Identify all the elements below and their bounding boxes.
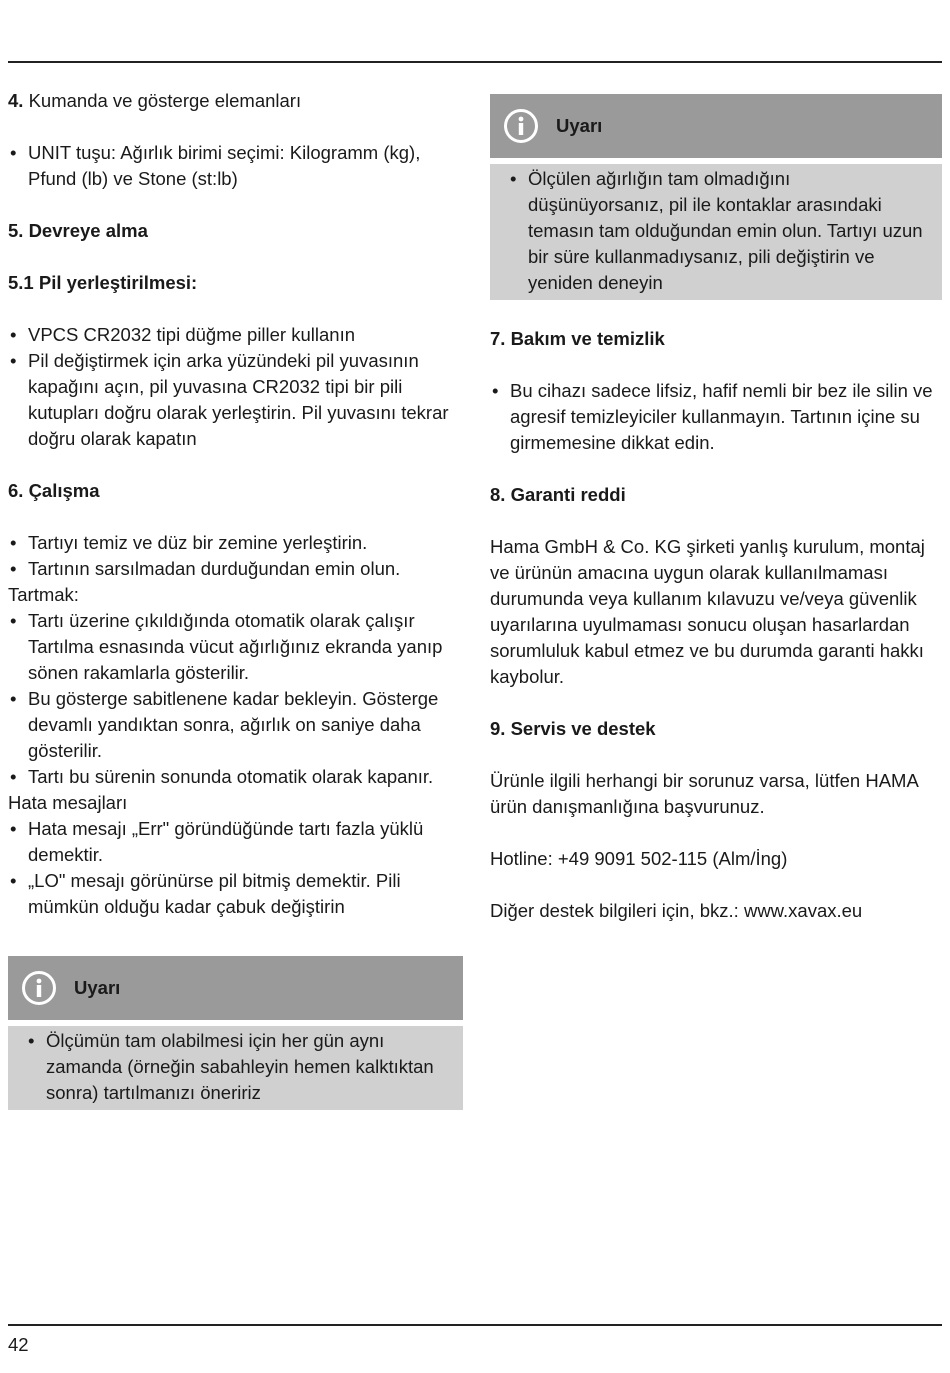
section-4-list [8,140,463,192]
section-9-heading: 9. Servis ve destek [490,718,656,739]
section-4-heading: 4. Kumanda ve gösterge elemanları [8,90,302,111]
info-icon [504,109,538,143]
section-6-list-a [8,530,463,582]
section-9-text: Ürünle ilgili herhangi bir sorunuz varsa, lütfen HAMA ürün danışmanlığına başvurunuz. [490,770,918,817]
section-7-list [490,378,942,456]
info-icon [22,971,56,1005]
section-5-1-list [8,322,463,452]
section-5-1-heading: 5.1 Pil yerleştirilmesi: [8,272,198,293]
right-column [490,94,942,924]
errors-label: Hata mesajları [8,792,128,813]
top-rule [8,61,942,63]
warning-title: Uyarı [556,115,603,136]
warning-body [8,1026,463,1110]
list-item: • Hata mesajı „Err" göründüğünde tartı fazla yüklü demektir. [8,816,463,868]
list-item: • „LO" mesajı görünürse pil bitmiş demektir. Pili mümkün olduğu kadar çabuk değiştirin [8,868,463,920]
section-5-heading: 5. Devreye alma [8,220,148,241]
section-7-heading: 7. Bakım ve temizlik [490,328,665,349]
list-item: • Bu cihazı sadece lifsiz, hafif nemli bir bez ile silin ve agresif temizleyiciler kullanmayın. Tartının içine su girmemesine dikkat edin. [490,378,942,456]
warning-title: Uyarı [74,977,121,998]
section-8-heading: 8. Garanti reddi [490,484,626,505]
list-item: • Tartıyı temiz ve düz bir zemine yerleştirin. [8,530,463,556]
list-item: • Tartı üzerine çıkıldığında otomatik olarak çalışır Tartılma esnasında vücut ağırlığınız ekranda yanıp sönen rakamlarla gösterilir. [8,608,463,686]
warning-header [490,94,942,158]
section-8-text: Hama GmbH & Co. KG şirketi yanlış kurulum, montaj ve ürünün amacına uygun olarak kullanılmaması durumunda veya kullanım kılavuzu ve/veya güvenlik uyarılarına uyulmaması sonucu oluşan hasarlardan sorumluluk kabul etmez ve bu durumda garanti hakkı kaybolur. [490,536,925,687]
bottom-rule [8,1324,942,1326]
warning-header [8,956,463,1020]
list-item: • Tartı bu sürenin sonunda otomatik olarak kapanır. [8,764,463,790]
list-item: • VPCS CR2032 tipi düğme piller kullanın [8,322,463,348]
hotline-text: Hotline: +49 9091 502-115 (Alm/İng) [490,848,788,869]
support-text: Diğer destek bilgileri için, bkz.: www.xavax.eu [490,900,863,921]
warning-body [490,164,942,300]
section-6-list-c [8,816,463,920]
left-column [8,88,463,1110]
list-item: • Tartının sarsılmadan durduğundan emin olun. [8,556,463,582]
warning-box-left [8,956,463,1110]
list-item: • Ölçülen ağırlığın tam olmadığını düşünüyorsanız, pil ile kontaklar arasındaki temasın tam olduğundan emin olun. Tartıyı uzun bir süre kullanmadıysanız, pili değiştirin ve yeniden deneyin [508,166,926,296]
weigh-label: Tartmak: [8,584,79,605]
list-item: • Pil değiştirmek için arka yüzündeki pil yuvasının kapağını açın, pil yuvasına CR2032 tipi bir pili kutupları doğru olarak yerleştirin. Pil yuvasını tekrar doğru olarak kapatın [8,348,463,452]
section-6-list-b [8,608,463,790]
list-item: • UNIT tuşu: Ağırlık birimi seçimi: Kilogramm (kg), Pfund (lb) ve Stone (st:lb) [8,140,463,192]
section-6-heading: 6. Çalışma [8,480,100,501]
list-item: • Ölçümün tam olabilmesi için her gün aynı zamanda (örneğin sabahleyin hemen kalktıktan sonra) tartılmanızı öneririz [26,1028,447,1106]
page-number: 42 [8,1334,29,1355]
warning-box-right [490,94,942,300]
list-item: • Bu gösterge sabitlenene kadar bekleyin. Gösterge devamlı yandıktan sonra, ağırlık on saniye daha gösterilir. [8,686,463,764]
